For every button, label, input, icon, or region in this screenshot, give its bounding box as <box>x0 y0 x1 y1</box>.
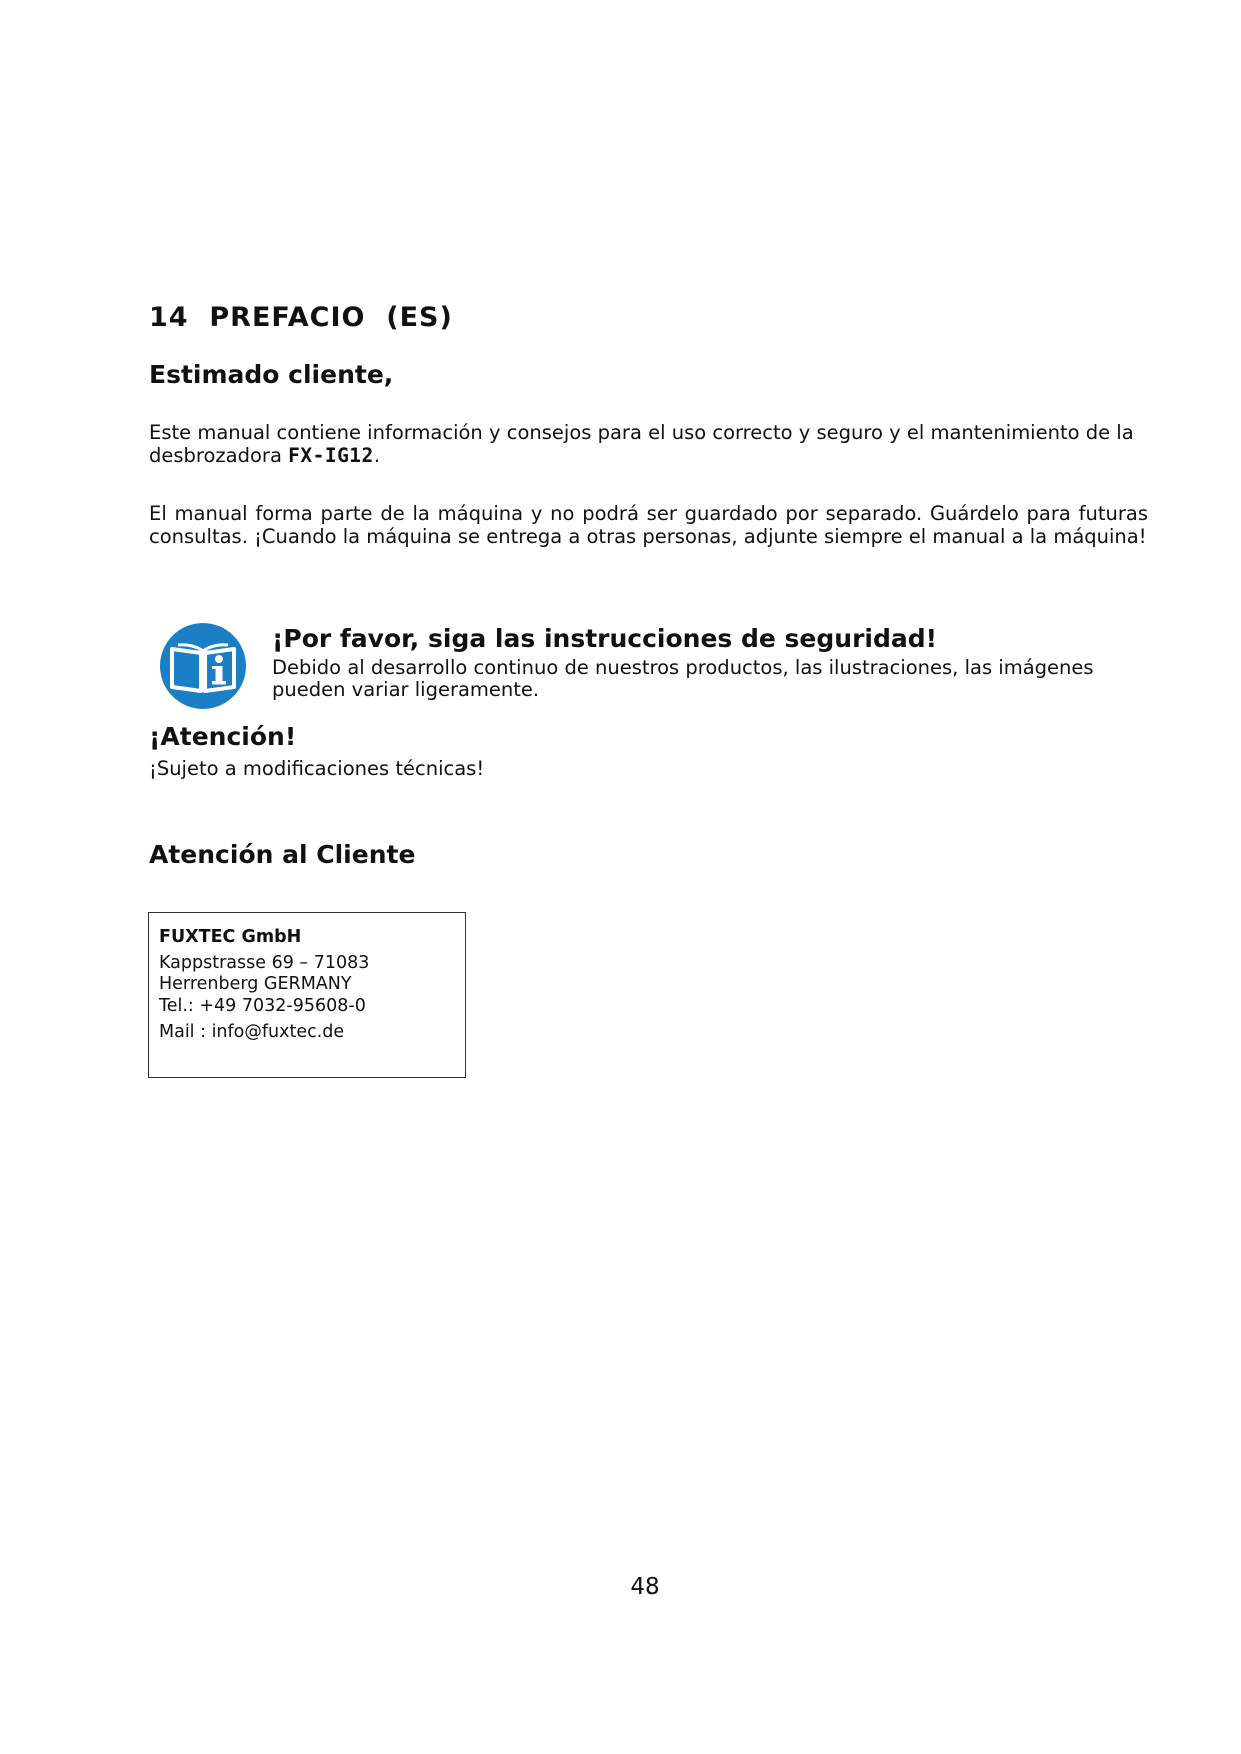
intro-period: . <box>373 444 380 467</box>
address-city: Herrenberg GERMANY <box>159 974 352 994</box>
greeting: Estimado cliente, <box>149 360 394 389</box>
model-name: FX-IG12 <box>288 444 374 467</box>
intro-text: Este manual contiene información y consejos para el uso correcto y seguro y el mantenimiento de la desbrozadora <box>149 421 1134 467</box>
safety-notice-body: Debido al desarrollo continuo de nuestros productos, las ilustraciones, las imágenes pueden variar ligeramente. <box>272 656 1094 701</box>
section-heading: 14 PREFACIO (ES) <box>149 302 453 333</box>
read-manual-info-icon <box>158 621 248 711</box>
phone-number: Tel.: +49 7032-95608-0 <box>159 995 366 1016</box>
attention-title: ¡Atención! <box>149 722 297 751</box>
safety-notice-title: ¡Por favor, siga las instrucciones de seguridad! <box>272 624 938 653</box>
intro-paragraph-1 <box>149 421 1149 467</box>
attention-body: ¡Sujeto a modificaciones técnicas! <box>149 757 485 780</box>
intro-paragraph-2: El manual forma parte de la máquina y no podrá ser guardado por separado. Guárdelo para futuras consultas. ¡Cuando la máquina se entrega a otras personas, adjunte siempre el manual a la máquina! <box>149 502 1148 548</box>
company-name: FUXTEC GmbH <box>159 927 302 947</box>
email-address: Mail : info@fuxtec.de <box>159 1022 345 1042</box>
customer-service-heading: Atención al Cliente <box>149 840 416 869</box>
address-street: Kappstrasse 69 – 71083 <box>159 952 370 973</box>
contact-box <box>148 912 466 1078</box>
page-number: 48 <box>630 1574 660 1600</box>
